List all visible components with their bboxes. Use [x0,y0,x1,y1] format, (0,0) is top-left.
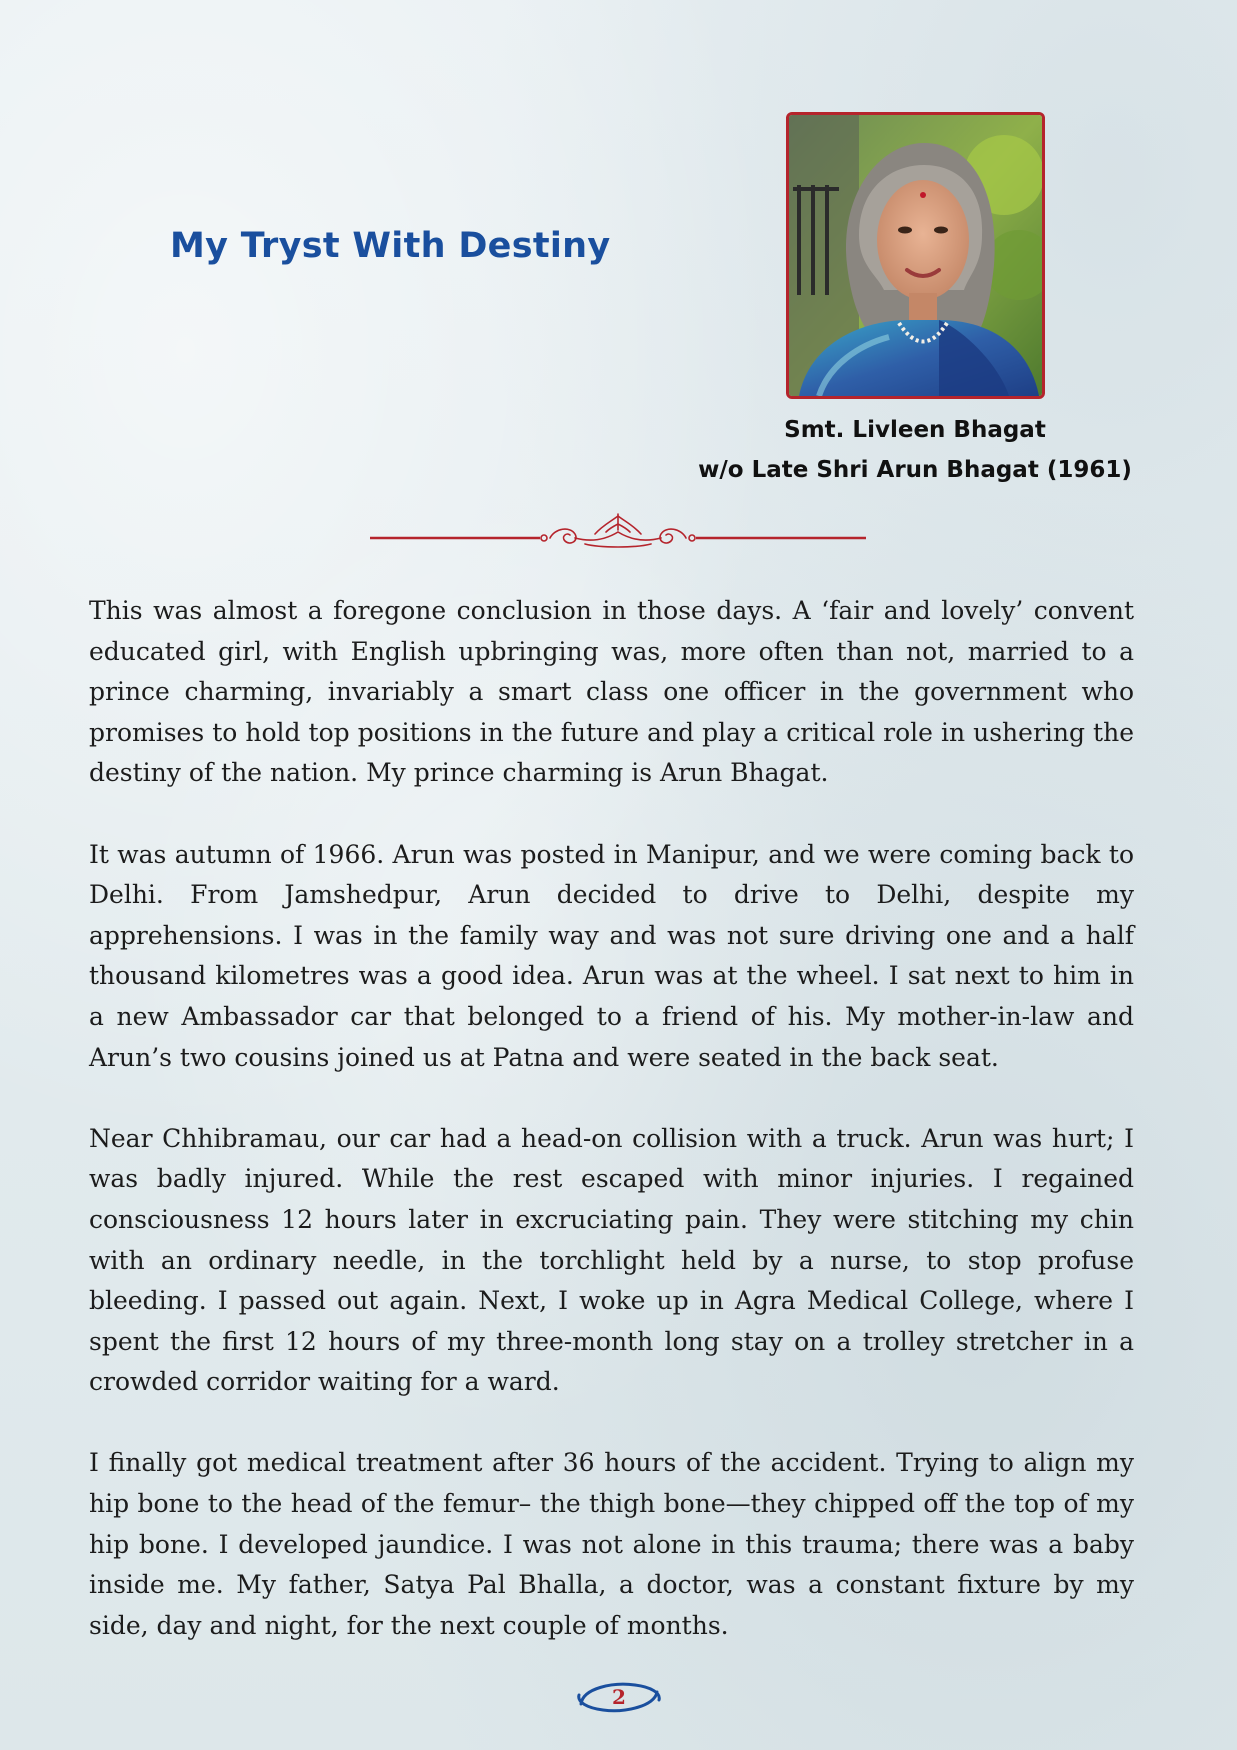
article-title: My Tryst With Destiny [170,226,611,266]
author-relation: w/o Late Shri Arun Bhagat (1961) [698,457,1132,483]
paragraph: I finally got medical treatment after 36 hours of the accident. Trying to align my hip bone to the head of the femur– the thigh bone—they chipped off the top of my hip bone. I developed jaundice. I was not alone in this trauma; there was a baby inside me. My father, Satya Pal Bhalla, a doctor, was a constant fixture by my side, day and night, for the next couple of months. [89,1448,1134,1640]
paragraph: It was autumn of 1966. Arun was posted in Manipur, and we were coming back to Delhi. From Jamshedpur, Arun decided to drive to Delhi, despite my apprehensions. I was in the family way and was not sure driving one and a half thousand kilometres was a good idea. Arun was at the wheel. I sat next to him in a new Ambassador car that belonged to a friend of his. My mother-in-law and Arun’s two cousins joined us at Patna and were seated in the back seat. [89,839,1134,1072]
article-body [89,591,1134,1687]
page-number-label: 2 [612,1685,626,1709]
ornamental-divider [370,508,866,550]
paragraph: Near Chhibramau, our car had a head-on collision with a truck. Arun was hurt; I was badly injured. While the rest escaped with minor injuries. I regained consciousness 12 hours later in excruciating pain. They were stitching my chin with an ordinary needle, in the torchlight held by a nurse, to stop profuse bleeding. I passed out again. Next, I woke up in Agra Medical College, where I spent the first 12 hours of my three-month long stay on a trolley stretcher in a crowded corridor waiting for a ward. [89,1123,1134,1397]
author-name: Smt. Livleen Bhagat [784,417,1046,443]
page-number [573,1676,665,1718]
author-photo [786,112,1045,399]
portrait-photo-icon [789,115,1042,396]
paragraph: This was almost a foregone conclusion in those days. A ‘fair and lovely’ convent educated girl, with English upbringing was, more often than not, married to a prince charming, invariably a smart class one officer in the government who promises to hold top positions in the future and play a critical role in ushering the destiny of the nation. My prince charming is Arun Bhagat. [89,596,1134,788]
